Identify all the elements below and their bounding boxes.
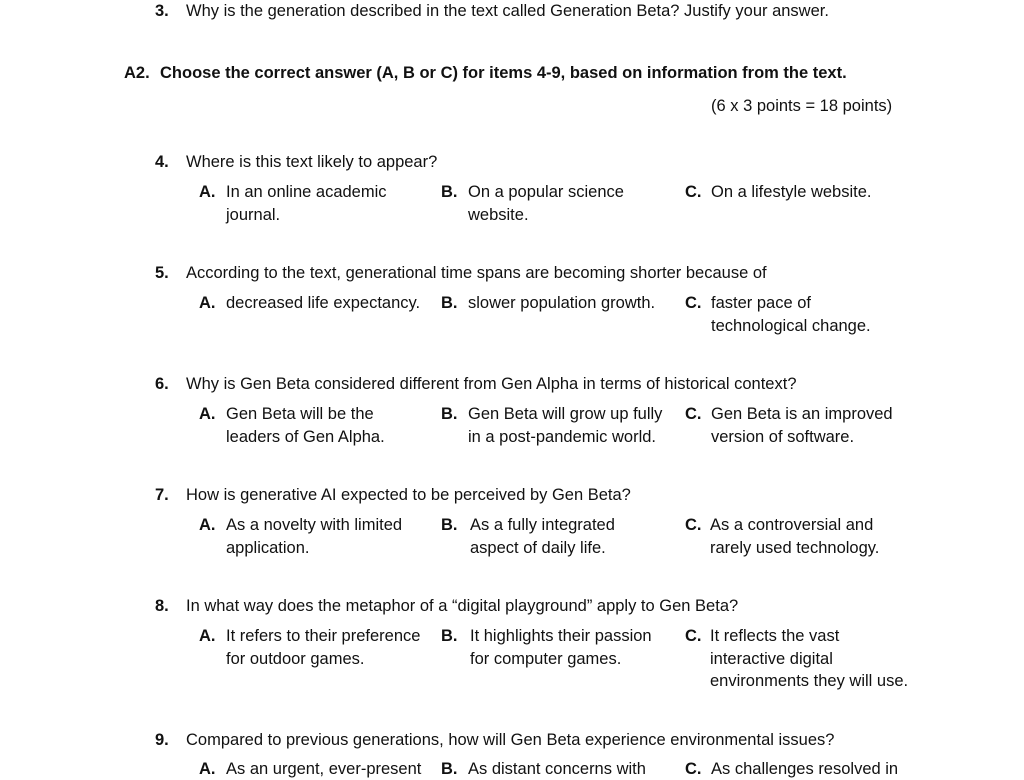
section-label: A2.	[124, 64, 150, 82]
option-a-line-1: In an online academic	[226, 183, 387, 201]
option-letter-a: A.	[199, 405, 216, 423]
option-letter-a: A.	[199, 760, 216, 778]
option-c-line-2: rarely used technology.	[710, 539, 880, 557]
question-number: 8.	[155, 597, 169, 615]
question-number: 5.	[155, 264, 169, 282]
option-c-line-2: technological change.	[711, 317, 871, 335]
option-letter-c: C.	[685, 516, 702, 534]
option-letter-a: A.	[199, 627, 216, 645]
option-letter-a: A.	[199, 183, 216, 201]
question-number: 7.	[155, 486, 169, 504]
question-3-text: Why is the generation described in the text called Generation Beta? Justify your answer.	[186, 2, 829, 20]
question-number: 6.	[155, 375, 169, 393]
question-number: 4.	[155, 153, 169, 171]
option-a-line-1: decreased life expectancy.	[226, 294, 421, 312]
question-3-number: 3.	[155, 2, 169, 20]
option-b-line-1: It highlights their passion	[470, 627, 652, 645]
option-c-line-1: As a controversial and	[710, 516, 874, 534]
question-text: Where is this text likely to appear?	[186, 153, 438, 171]
option-letter-b: B.	[441, 516, 458, 534]
option-letter-a: A.	[199, 294, 216, 312]
option-a-line-2: leaders of Gen Alpha.	[226, 428, 385, 446]
option-a-line-1: It refers to their preference	[226, 627, 421, 645]
option-a-line-2: application.	[226, 539, 310, 557]
option-a-line-1: Gen Beta will be the	[226, 405, 374, 423]
option-c-line-1: faster pace of	[711, 294, 811, 312]
option-letter-b: B.	[441, 405, 458, 423]
question-text: Why is Gen Beta considered different from Gen Alpha in terms of historical context?	[186, 375, 797, 393]
option-letter-b: B.	[441, 760, 458, 778]
option-letter-c: C.	[685, 405, 702, 423]
option-letter-c: C.	[685, 627, 702, 645]
option-letter-b: B.	[441, 183, 458, 201]
option-c-line-1: As challenges resolved in	[711, 760, 899, 778]
option-letter-c: C.	[685, 294, 702, 312]
question-text: According to the text, generational time spans are becoming shorter because of	[186, 264, 767, 282]
section-title: Choose the correct answer (A, B or C) for items 4-9, based on information from the text.	[160, 64, 847, 82]
option-a-line-1: As an urgent, ever-present	[226, 760, 422, 778]
option-a-line-2: journal.	[226, 206, 281, 224]
option-b-line-2: aspect of daily life.	[470, 539, 606, 557]
option-letter-b: B.	[441, 627, 458, 645]
option-b-line-1: On a popular science	[468, 183, 624, 201]
question-number: 9.	[155, 731, 169, 749]
question-text: How is generative AI expected to be perceived by Gen Beta?	[186, 486, 631, 504]
option-b-line-1: Gen Beta will grow up fully	[468, 405, 663, 423]
option-a-line-2: for outdoor games.	[226, 650, 365, 668]
option-c-line-2: version of software.	[711, 428, 855, 446]
option-letter-a: A.	[199, 516, 216, 534]
option-c-line-1: On a lifestyle website.	[711, 183, 872, 201]
question-text: In what way does the metaphor of a “digital playground” apply to Gen Beta?	[186, 597, 739, 615]
option-b-line-2: website.	[468, 206, 529, 224]
option-c-line-2: interactive digital	[710, 650, 833, 668]
option-b-line-1: As a fully integrated	[470, 516, 615, 534]
option-b-line-2: in a post-pandemic world.	[468, 428, 657, 446]
option-c-line-1: Gen Beta is an improved	[711, 405, 893, 423]
option-a-line-1: As a novelty with limited	[226, 516, 403, 534]
question-text: Compared to previous generations, how will Gen Beta experience environmental issues?	[186, 731, 835, 749]
option-letter-c: C.	[685, 183, 702, 201]
option-b-line-2: for computer games.	[470, 650, 622, 668]
section-points: (6 x 3 points = 18 points)	[711, 97, 893, 115]
option-b-line-1: As distant concerns with	[468, 760, 646, 778]
option-letter-b: B.	[441, 294, 458, 312]
option-letter-c: C.	[685, 760, 702, 778]
option-b-line-1: slower population growth.	[468, 294, 656, 312]
option-c-line-3: environments they will use.	[710, 672, 909, 690]
option-c-line-1: It reflects the vast	[710, 627, 840, 645]
